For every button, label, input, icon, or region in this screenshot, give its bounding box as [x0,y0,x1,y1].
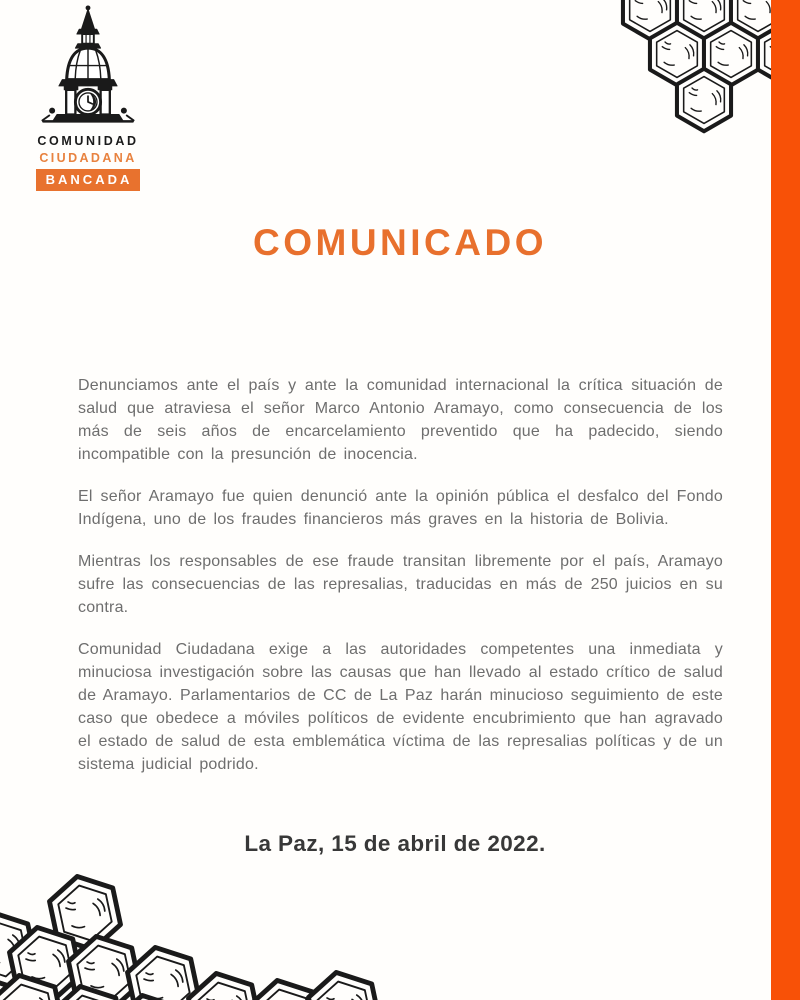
honeycomb-sketch-icon-bottom-left [0,852,560,1000]
page-title: COMUNICADO [253,222,547,263]
logo-bancada-badge: BANCADA [36,169,141,191]
dateline: La Paz, 15 de abril de 2022. [244,831,546,856]
logo-org-name-line2: CIUDADANA [39,151,137,165]
paragraph-1: Denunciamos ante el país y ante la comunidad internacional la crítica situación de salud que atraviesa el señor Marco Antonio Aramayo, como consecuencia de los más de seis años de encarcelamiento preventido que ha padecido, siendo incompatible con la presunción de inocencia. [78,377,723,463]
logo-org-name-line1: COMUNIDAD [37,134,139,148]
paragraph-4: Comunidad Ciudadana exige a las autoridades competentes una inmediata y minuciosa investigación sobre las causas que han llevado al estado crítico de salud de Aramayo. Parlamentarios de CC de La Paz harán minucioso seguimiento de este caso que obedece a móviles políticos de evidente encubrimiento que han agravado el estado de salud de esta emblemática víctima de las represalias políticas y de un sistema judicial podrido. [78,641,723,773]
communique-body [78,374,723,795]
party-logo [28,4,148,191]
paragraph-2: El señor Aramayo fue quien denunció ante la opinión pública el desfalco del Fondo Indígena, uno de los fraudes financieros más graves en la historia de Bolivia. [78,488,723,528]
orange-edge-bar [771,0,800,1000]
honeycomb-sketch-icon-top-right [596,0,800,155]
paragraph-3: Mientras los responsables de ese fraude transitan libremente por el país, Aramayo sufre las consecuencias de las represalias, traducidas en más de 250 juicios en su contra. [78,553,723,616]
clock-tower-logo-icon [29,4,147,132]
